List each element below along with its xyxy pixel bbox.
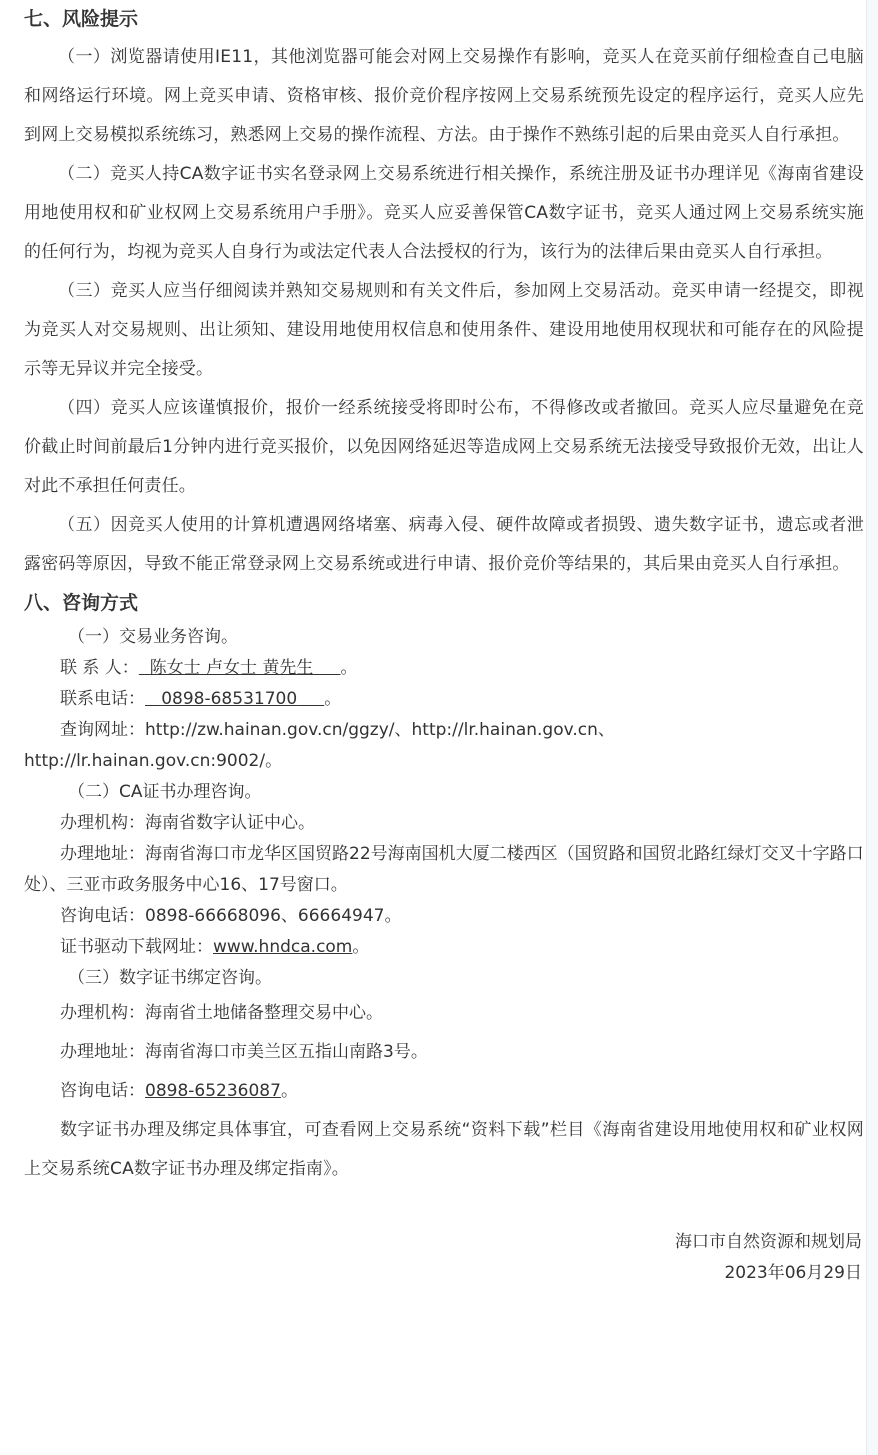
bind-address-label: 办理地址： [60, 1042, 145, 1062]
ca-download-link[interactable]: www.hndca.com [213, 937, 353, 957]
ca-phone [24, 901, 864, 932]
contact-person-label: 联 系 人： [60, 658, 139, 678]
ca-address-label: 办理地址： [60, 844, 145, 864]
sub3-title: （三）数字证书绑定咨询。 [68, 968, 272, 988]
query-url-label: 查询网址： [60, 720, 145, 740]
risk-item-5: （五）因竞买人使用的计算机遭遇网络堵塞、病毒入侵、硬件故障或者损毁、遗失数字证书，遗忘或者泄露密码等原因，导致不能正常登录网上交易系统或进行申请、报价竞价等结果的，其后果由竞买人自行承担。 [24, 515, 864, 574]
contact-phone: 联系电话： 0898-68531700 。 [60, 689, 342, 709]
risk-item-3: （三）竞买人应当仔细阅读并熟知交易规则和有关文件后，参加网上交易活动。竞买申请一经提交，即视为竞买人对交易规则、出让须知、建设用地使用权信息和使用条件、建设用地使用权现状和可能存在的风险提示等无异议并完全接受。 [24, 281, 864, 379]
spacer [24, 1189, 864, 1227]
bind-note: 数字证书办理及绑定具体事宜，可查看网上交易系统“资料下载”栏目《海南省建设用地使用权和矿业权网上交易系统CA数字证书办理及绑定指南》。 [24, 1120, 864, 1179]
ca-org [24, 808, 864, 839]
ca-download-label: 证书驱动下载网址： [60, 937, 213, 957]
ca-org-label: 办理机构： [60, 813, 145, 833]
bind-phone-end: 。 [280, 1081, 298, 1101]
risk-item-2: （二）竞买人持CA数字证书实名登录网上交易系统进行相关操作，系统注册及证书办理详见《海南省建设用地使用权和矿业权网上交易系统用户手册》。竞买人应妥善保管CA数字证书，竞买人通过网上交易系统实施的任何行为，均视为竞买人自身行为或法定代表人合法授权的行为，该行为的法律后果由竞买人自行承担。 [24, 164, 864, 262]
ca-address-value: 海南省海口市龙华区国贸路22号海南国机大厦二楼西区（国贸路和国贸北路红绿灯交叉十字路口处）、三亚市政务服务中心16、17号窗口。 [24, 844, 864, 895]
signature-date: 2023年06月29日 [724, 1263, 862, 1283]
risk-item-1: （一）浏览器请使用IE11，其他浏览器可能会对网上交易操作有影响，竞买人在竞买前仔细检查自己电脑和网络运行环境。网上竞买申请、资格审核、报价竞价程序按网上交易系统预先设定的程序运行，竞买人应先到网上交易模拟系统练习，熟悉网上交易的操作流程、方法。由于操作不熟练引起的后果由竞买人自行承担。 [24, 47, 864, 145]
ca-phone-value: 0898-66668096、66664947。 [145, 906, 402, 926]
announcement-content [24, 0, 864, 1289]
contact-phone-label: 联系电话： [60, 689, 145, 709]
contact-phone-value: 0898-68531700 [161, 689, 298, 709]
ca-download-end: 。 [352, 937, 370, 957]
query-url-value: http://zw.hainan.gov.cn/ggzy/、http://lr.hainan.gov.cn、 [145, 720, 615, 740]
ca-address [24, 839, 864, 901]
bind-org [24, 994, 864, 1033]
contact-person-value: 陈女士 卢女士 黄先生 [149, 658, 314, 678]
bind-org-label: 办理机构： [60, 1003, 145, 1023]
ca-download [24, 932, 864, 963]
bind-address [24, 1033, 864, 1072]
section-8-heading: 八、咨询方式 [24, 592, 139, 614]
bind-phone-label: 咨询电话： [60, 1081, 145, 1101]
bind-phone [24, 1072, 864, 1111]
bind-address-value: 海南省海口市美兰区五指山南路3号。 [145, 1042, 428, 1062]
signature-org: 海口市自然资源和规划局 [675, 1232, 862, 1252]
bind-org-value: 海南省土地储备整理交易中心。 [145, 1003, 383, 1023]
sub2-title: （二）CA证书办理咨询。 [68, 782, 262, 802]
query-url-line-1 [24, 715, 864, 746]
sub1-title: （一）交易业务咨询。 [68, 627, 238, 647]
query-url-line-2: http://lr.hainan.gov.cn:9002/。 [24, 751, 283, 771]
risk-item-4: （四）竞买人应该谨慎报价，报价一经系统接受将即时公布，不得修改或者撤回。竞买人应尽量避免在竞价截止时间前最后1分钟内进行竞买报价，以免因网络延迟等造成网上交易系统无法接受导致报价无效，出让人对此不承担任何责任。 [24, 398, 864, 496]
bind-phone-value: 0898-65236087 [145, 1081, 281, 1101]
contact-person: 联 系 人： 陈女士 卢女士 黄先生 。 [60, 658, 358, 678]
ca-phone-label: 咨询电话： [60, 906, 145, 926]
section-7-heading: 七、风险提示 [24, 8, 139, 30]
ca-org-value: 海南省数字认证中心。 [145, 813, 315, 833]
